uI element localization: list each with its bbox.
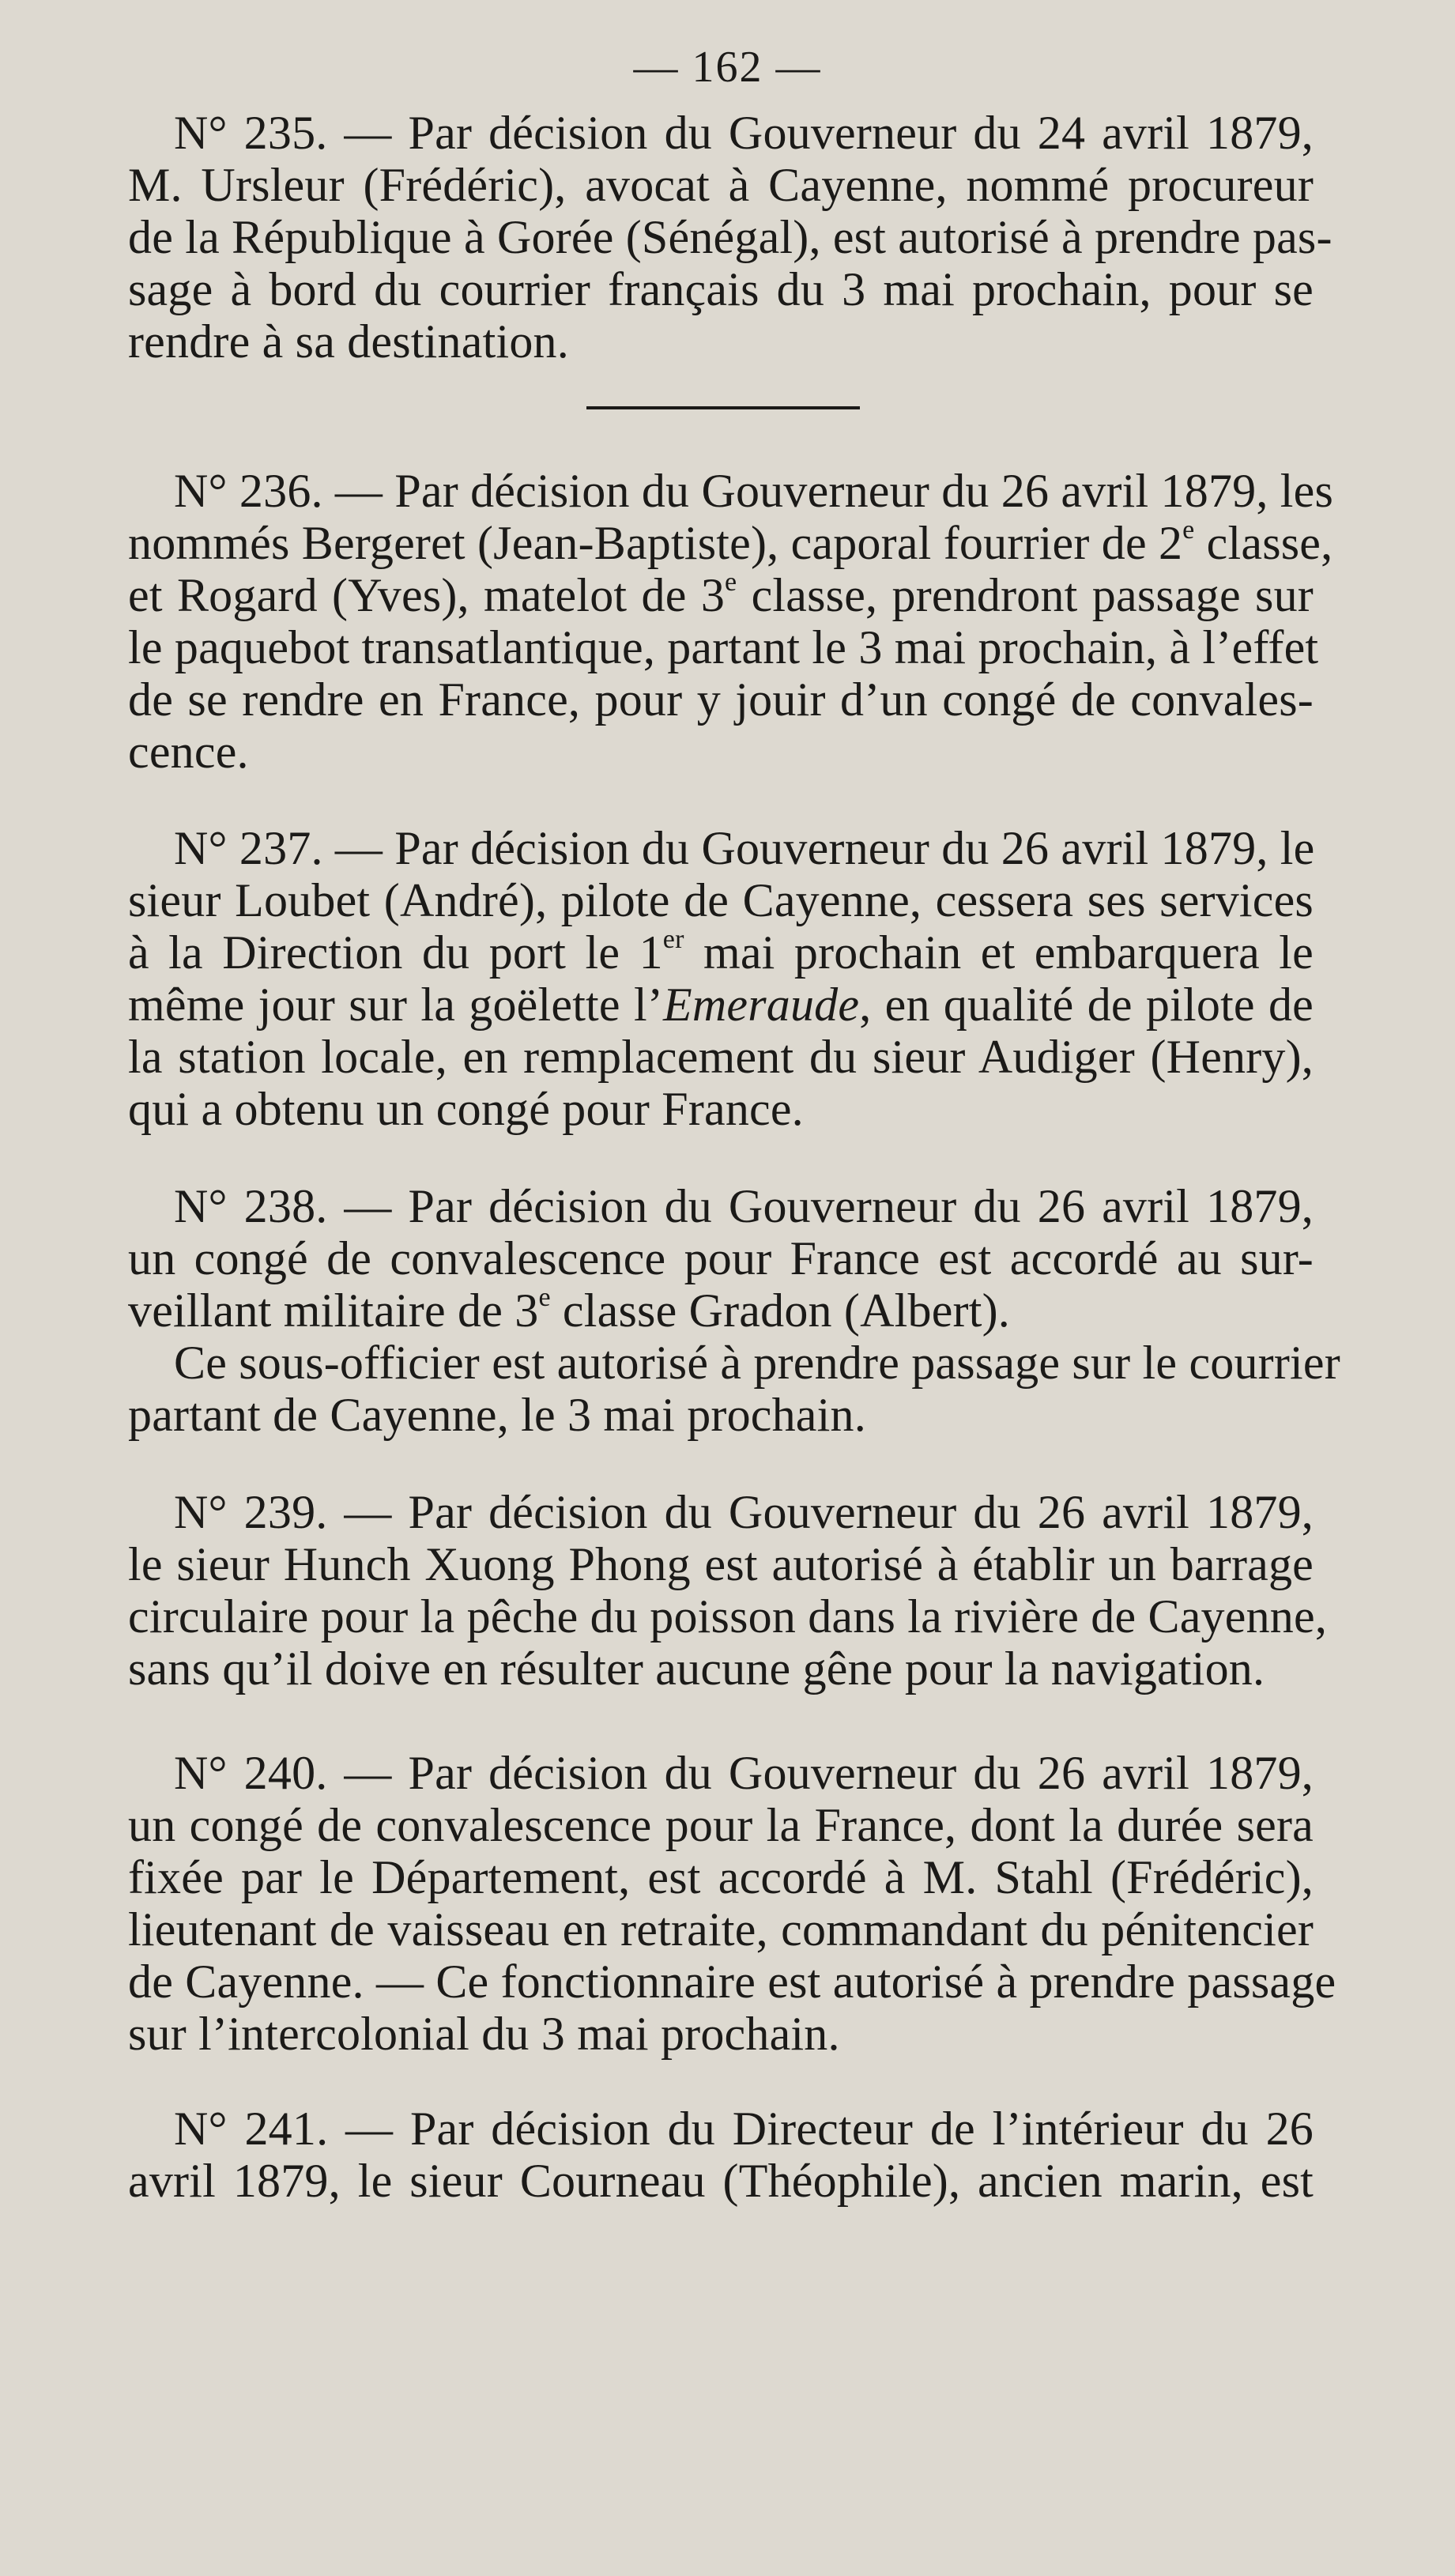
text-line: N° 235. — Par décision du Gouverneur du 24 avril 1879, [174,107,1314,159]
decision-235 [128,107,1332,368]
text-line: sans qu’il doive en résulter aucune gêne pour la navigation. [128,1643,1265,1695]
ship-name: Emeraude [663,979,860,1031]
text-line: le paquebot transatlantique, partant le 3 mai prochain, à l’effet [128,621,1319,673]
text-line: un congé de convalescence pour la France, dont la durée sera [128,1799,1314,1851]
text-line: et Rogard (Yves), matelot de 3e classe, prendront passage sur [128,568,1314,621]
text-line: lieutenant de vaisseau en retraite, commandant du pénitencier [128,1903,1314,1956]
text-line: sieur Loubet (André), pilote de Cayenne, cessera ses services [128,874,1314,926]
decision-238 [128,1180,1340,1441]
page-number: — 162 — [633,43,822,92]
text-line: même jour sur la goëlette l’Emeraude, en qualité de pilote de [128,979,1314,1031]
text-line: de se rendre en France, pour y jouir d’un congé de convales- [128,673,1314,726]
text-line: qui a obtenu un congé pour France. [128,1083,804,1135]
text-line: partant de Cayenne, le 3 mai prochain. [128,1389,866,1441]
text-line: la station locale, en remplacement du sieur Audiger (Henry), [128,1031,1314,1083]
text-line: M. Ursleur (Frédéric), avocat à Cayenne, nommé procureur [128,159,1314,211]
text-line: un congé de convalescence pour France est accordé au sur- [128,1232,1314,1284]
text-line: veillant militaire de 3e classe Gradon (Albert). [128,1283,1010,1337]
decision-239 [128,1486,1328,1695]
section-separator [586,406,860,409]
decision-241 [128,2103,1314,2207]
text-line: fixée par le Département, est accordé à M. Stahl (Frédéric), [128,1851,1314,1903]
text-line: de la République à Gorée (Sénégal), est autorisé à prendre pas- [128,211,1332,263]
text-line: N° 236. — Par décision du Gouverneur du 26 avril 1879, les [174,465,1334,517]
text-line: N° 238. — Par décision du Gouverneur du 26 avril 1879, [174,1180,1314,1232]
text-line: à la Direction du port le 1er mai prochain et embarquera le [128,925,1314,979]
text-line: N° 240. — Par décision du Gouverneur du 26 avril 1879, [174,1747,1314,1799]
text-line: N° 241. — Par décision du Directeur de l’intérieur du 26 [174,2103,1314,2155]
text-line: circulaire pour la pêche du poisson dans la rivière de Cayenne, [128,1590,1328,1643]
text-line: cence. [128,726,249,778]
text-line: de Cayenne. — Ce fonctionnaire est autorisé à prendre passage [128,1956,1336,2008]
decision-237 [128,822,1314,1135]
text-line: sage à bord du courrier français du 3 mai prochain, pour se [128,263,1314,315]
text-line: sur l’intercolonial du 3 mai prochain. [128,2008,840,2060]
decision-236 [128,465,1334,778]
text-line: N° 239. — Par décision du Gouverneur du 26 avril 1879, [174,1486,1314,1538]
text-line: nommés Bergeret (Jean-Baptiste), caporal fourrier de 2e classe, [128,515,1333,569]
text-line: N° 237. — Par décision du Gouverneur du 26 avril 1879, le [174,822,1315,874]
text-line: rendre à sa destination. [128,315,569,368]
text-line: avril 1879, le sieur Courneau (Théophile), ancien marin, est [128,2155,1314,2207]
text-line: Ce sous-officier est autorisé à prendre passage sur le courrier [174,1337,1340,1389]
decision-240 [128,1747,1336,2060]
text-line: le sieur Hunch Xuong Phong est autorisé à établir un barrage [128,1538,1314,1590]
